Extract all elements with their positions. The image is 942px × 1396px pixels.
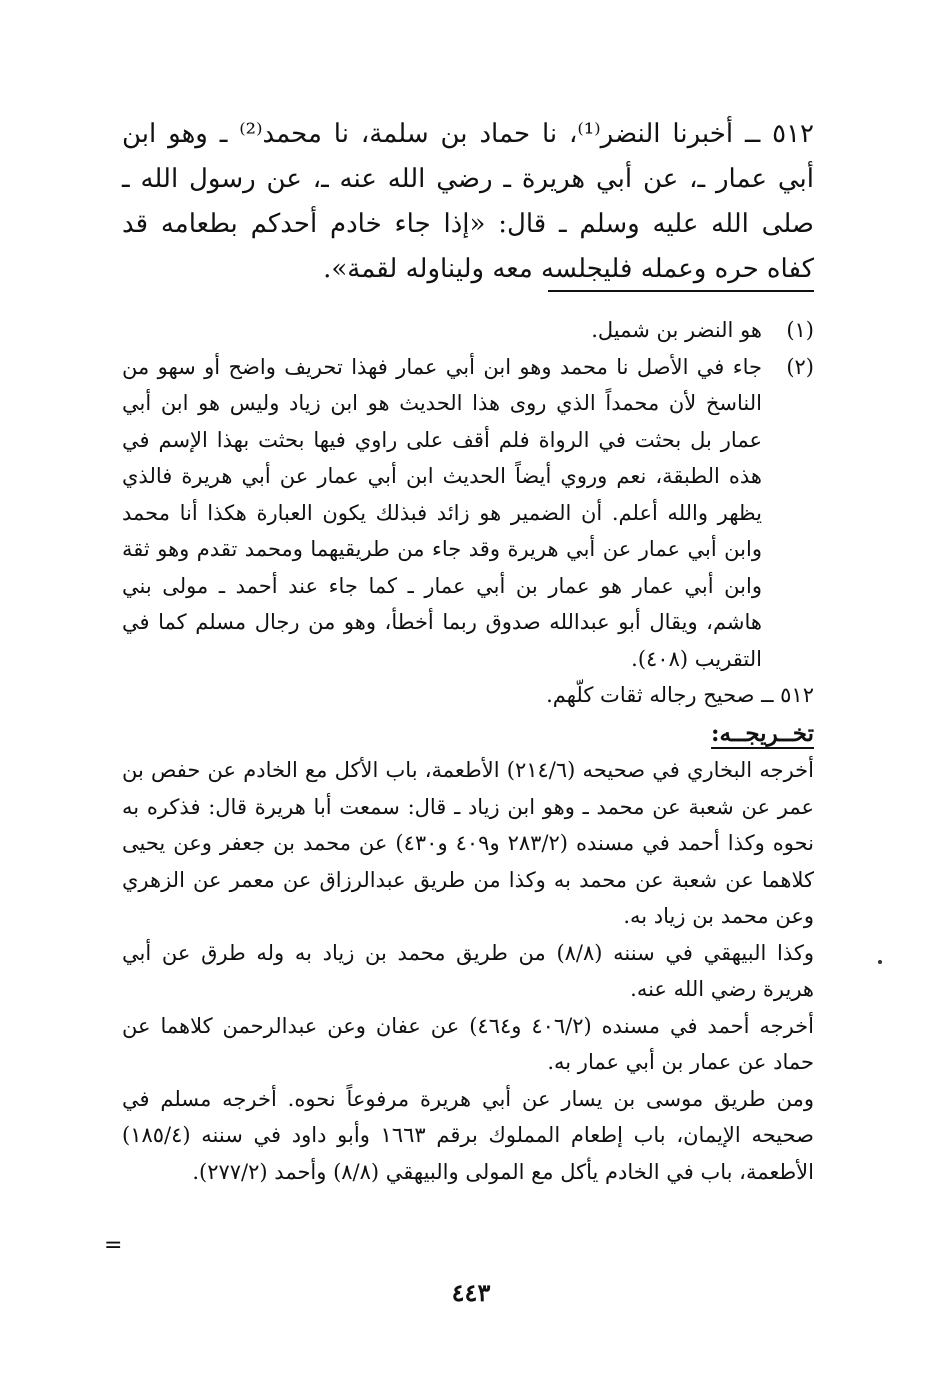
footnote-separator xyxy=(548,290,814,292)
hadith-text xyxy=(122,112,814,292)
takhrij-paragraph: أخرجه البخاري في صحيحه (٢١٤/٦) الأطعمة، باب الأكل مع الخادم عن حفص بن عمر عن شعبة عن محمد ـ وهو ابن زياد ـ قال: سمعت أبا هريرة قال: فذكره به نحوه وكذا أحمد في مسنده (٢٨٣/٢ و٤٠٩ و٤٣٠) عن محمد بن جعفر وعن يحيى كلاهما عن شعبة عن محمد به وكذا من طريق عبدالرزاق عن معمر عن الزهري وعن محمد بن زياد به. xyxy=(122,758,814,928)
scan-dot xyxy=(878,960,882,964)
page-number: ٤٤٣ xyxy=(451,1278,491,1307)
takhrij-section xyxy=(122,716,814,1191)
notes-section xyxy=(122,312,814,1190)
footnote-text: جاء في الأصل نا محمد وهو ابن أبي عمار فهذا تحريف واضح أو سهو من الناسخ لأن محمداً الذي روى هذا الحديث هو ابن زياد وليس هو ابن أبي عمار بل بحثت في الرواة فلم أقف على راوي فيها بحثت بهذا الإسم في هذه الطبقة، نعم وروي أيضاً الحديث ابن أبي عمار عن أبي هريرة فالذي يظهر والله أعلم. أن الضمير هو زائد فبذلك يكون العبارة هكذا أنا محمد وابن أبي عمار عن أبي هريرة وقد جاء من طريقيهما ومحمد تقدم وهو ثقة وابن أبي عمار هو عمار بن أبي عمار ـ كما جاء عند أحمد ـ مولى بني هاشم، ويقال أبو عبدالله صدوق ربما أخطأ، وهو من رجال مسلم كما في التقريب (٤٠٨). xyxy=(122,354,762,671)
footnote-1 xyxy=(122,312,814,349)
footnote-2 xyxy=(122,349,814,678)
margin-mark: = xyxy=(104,1233,123,1258)
takhrij-paragraph: أخرجه أحمد في مسنده (٤٠٦/٢ و٤٦٤) عن عفان وعن عبدالرحمن كلاهما عن حماد عن عمار بن أبي عمار به. xyxy=(122,1013,814,1074)
footnote-text: هو النضر بن شميل. xyxy=(591,318,762,342)
hadith-paragraph: ٥١٢ ــ أخبرنا النضر⁽¹⁾، نا حماد بن سلمة، نا محمد⁽²⁾ ـ وهو ابن أبي عمار ـ، عن أبي هريرة ـ رضي الله عنه ـ، عن رسول الله ـ صلى الله عليه وسلم ـ قال: «إذا جاء خادم أحدكم بطعامه قد كفاه حره وعمله فليجلسه معه وليناوله لقمة». xyxy=(122,119,815,284)
takhrij-title: تخــريجــه: xyxy=(711,719,814,747)
takhrij-paragraph: ومن طريق موسى بن يسار عن أبي هريرة مرفوعاً نحوه. أخرجه مسلم في صحيحه الإيمان، باب إطعام المملوك برقم ١٦٦٣ وأبو داود في سننه (١٨٥/٤) الأطعمة، باب في الخادم يأكل مع المولى والبيهقي (٨/٨) وأحمد (٢٧٧/٢). xyxy=(122,1086,814,1184)
footnote-number: (٢) xyxy=(786,354,814,379)
grading-line: ٥١٢ ــ صحيح رجاله ثقات كلّهم. xyxy=(546,683,814,707)
takhrij-paragraph: وكذا البيهقي في سننه (٨/٨) من طريق محمد بن زياد به وله طرق عن أبي هريرة رضي الله عنه. xyxy=(122,940,814,1001)
footnote-number: (١) xyxy=(786,318,814,342)
